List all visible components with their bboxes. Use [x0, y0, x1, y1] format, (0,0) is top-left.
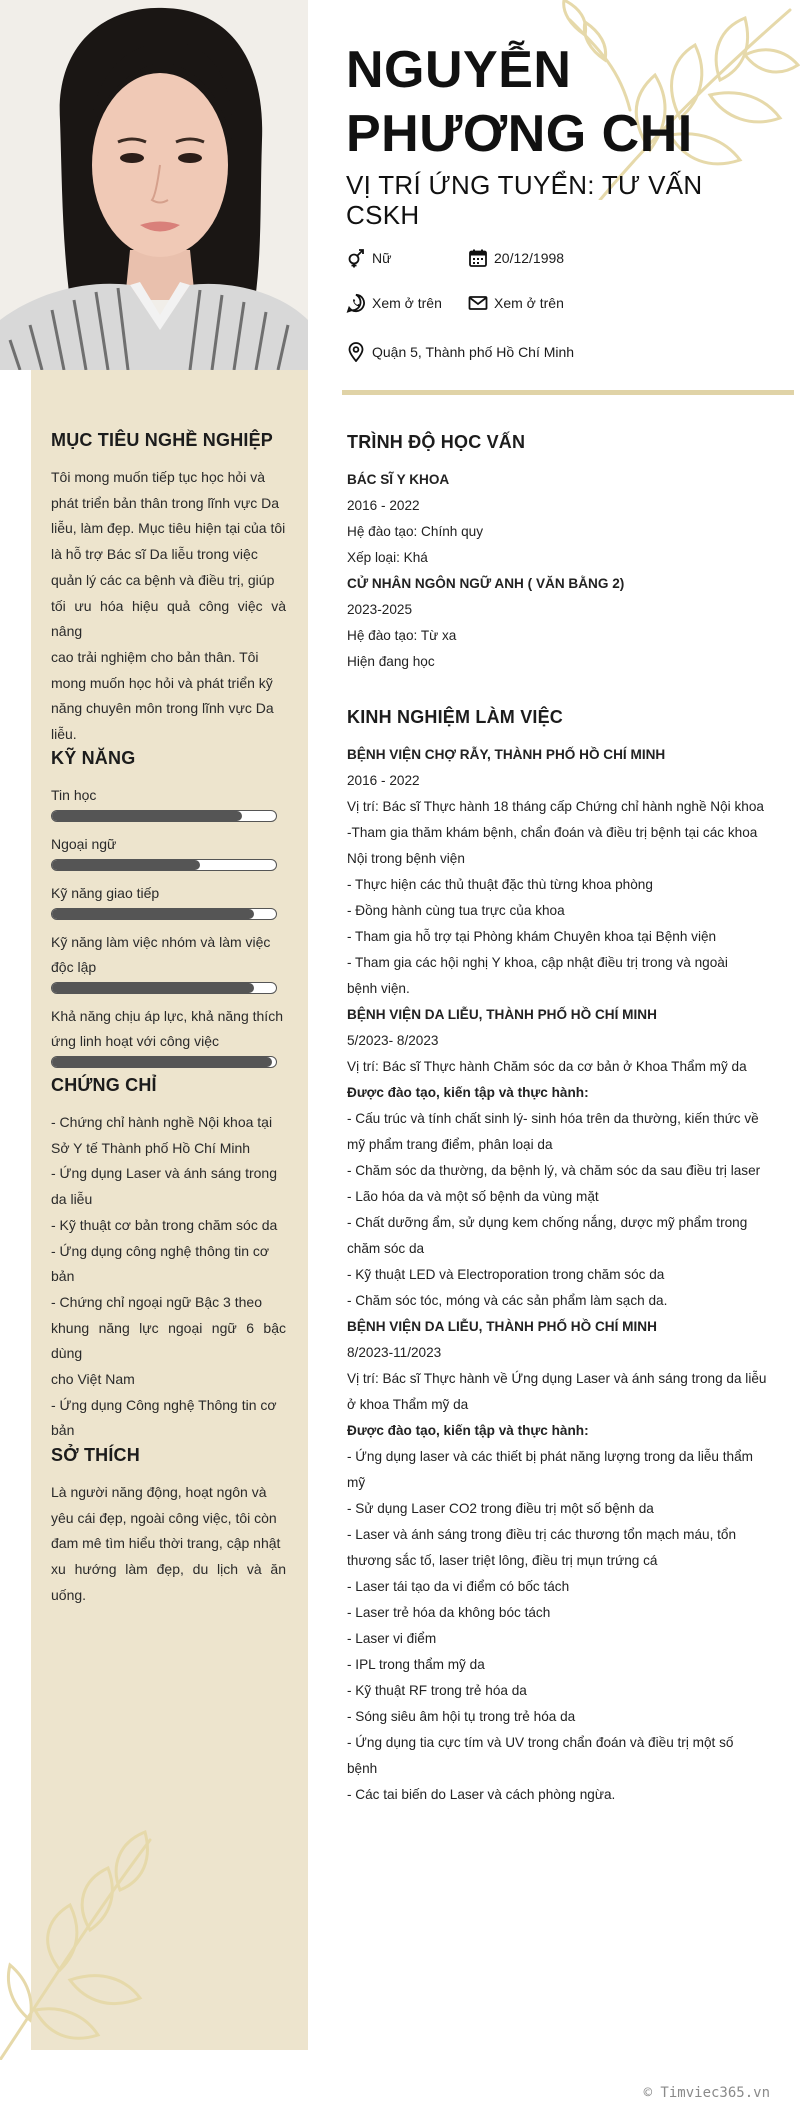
objective-section: [51, 430, 286, 748]
skill-label: Kỹ năng làm việc nhóm và làm việc: [51, 934, 271, 950]
text-line: CỬ NHÂN NGÔN NGỮ ANH ( VĂN BẰNG 2): [347, 576, 625, 591]
text-line: xu hướng làm đẹp, du lịch và ăn uống.: [51, 1561, 286, 1603]
text-line: - Tham gia hỗ trợ tại Phòng khám Chuyên khoa tại Bệnh viện: [347, 929, 717, 944]
text-line: - Laser và ánh sáng trong điều trị các thương tổn mạch máu, tổn: [347, 1527, 737, 1542]
text-line: bản: [51, 1422, 75, 1439]
text-line: khung năng lực ngoại ngữ 6 bậc dùng: [51, 1319, 286, 1362]
skills-section: [51, 748, 286, 1078]
experience-section: [347, 707, 772, 1808]
text-line: 2016 - 2022: [347, 498, 420, 513]
text-line: - Laser vi điểm: [347, 1631, 437, 1646]
skill-label: Tin học: [51, 787, 97, 803]
education-list: [347, 467, 772, 675]
objective-heading: MỤC TIÊU NGHỀ NGHIỆP: [51, 430, 274, 450]
profile-photo: [0, 0, 308, 370]
text-line: 5/2023- 8/2023: [347, 1033, 439, 1048]
gender-value: Nữ: [372, 250, 392, 266]
text-line: - Lão hóa da và một số bệnh da vùng mặt: [347, 1189, 599, 1204]
skill-bar: [51, 1056, 277, 1068]
email-value: Xem ở trên: [494, 295, 564, 311]
text-line: yêu cái đẹp, ngoài công việc, tôi còn: [51, 1509, 277, 1526]
name-line-2: PHƯƠNG CHI: [346, 105, 693, 163]
text-line: Là người năng động, hoạt ngôn và: [51, 1484, 267, 1500]
text-line: BÁC SĨ Y KHOA: [347, 472, 450, 487]
text-line: Được đào tạo, kiến tập và thực hành:: [347, 1085, 589, 1100]
text-line: chăm sóc da: [347, 1241, 425, 1256]
text-line: đam mê tìm hiểu thời trang, cập nhật: [51, 1535, 281, 1552]
skill-label: ứng linh hoạt với công việc: [51, 1033, 219, 1049]
text-line: -Tham gia thăm khám bệnh, chẩn đoán và điều trị bệnh tại các khoa: [347, 825, 758, 840]
skill-label: độc lập: [51, 959, 97, 975]
text-line: - Các tai biến do Laser và cách phòng ngừa.: [347, 1787, 616, 1802]
certificates-list: [51, 1110, 286, 1444]
text-line: ở khoa Thẩm mỹ da: [347, 1397, 469, 1412]
email-icon: [468, 293, 488, 313]
text-line: - Sử dụng Laser CO2 trong điều trị một số bệnh da: [347, 1501, 654, 1516]
text-line: là hỗ trợ Bác sĩ Da liễu trong việc: [51, 546, 258, 563]
name-line-1: NGUYỄN: [346, 41, 572, 99]
text-line: cho Việt Nam: [51, 1371, 135, 1388]
text-line: - Ứng dụng công nghệ thông tin cơ: [51, 1242, 270, 1259]
text-line: Vị trí: Bác sĩ Thực hành về Ứng dụng Laser và ánh sáng trong da liễu: [347, 1371, 767, 1386]
skill-label: Khả năng chịu áp lực, khả năng thích: [51, 1008, 283, 1024]
gender-info: [346, 248, 391, 268]
skill-bar-fill: [52, 860, 200, 870]
text-line: mong muốn học hỏi và phát triển kỹ: [51, 674, 273, 691]
text-line: - Ứng dụng Công nghệ Thông tin cơ: [51, 1396, 277, 1413]
text-line: mỹ: [347, 1475, 366, 1490]
skill-bar-fill: [52, 811, 242, 821]
skill-bar: [51, 908, 277, 920]
address-info: [346, 342, 574, 362]
text-line: - Chăm sóc tóc, móng và các sản phẩm làm sạch da.: [347, 1293, 668, 1308]
text-line: da liễu: [51, 1191, 93, 1208]
skill-bar: [51, 859, 277, 871]
experience-list: [347, 742, 772, 1808]
text-line: Sở Y tế Thành phố Hồ Chí Minh: [51, 1139, 251, 1156]
text-line: - Thực hiện các thủ thuật đặc thù từng khoa phòng: [347, 877, 653, 892]
text-line: - Ứng dụng Laser và ánh sáng trong: [51, 1165, 277, 1182]
text-line: Hệ đào tạo: Chính quy: [347, 524, 484, 539]
text-line: bản: [51, 1268, 75, 1285]
calendar-icon: [468, 248, 488, 268]
text-line: BỆNH VIỆN CHỢ RẪY, THÀNH PHỐ HỒ CHÍ MINH: [347, 747, 666, 762]
birthdate-info: [468, 248, 564, 268]
skill-item: [51, 930, 286, 994]
text-line: 8/2023-11/2023: [347, 1345, 442, 1360]
skill-label: Ngoại ngữ: [51, 836, 117, 852]
text-line: thương sắc tố, laser triệt lông, điều trị mụn trứng cá: [347, 1553, 658, 1568]
position-line-1: VỊ TRÍ ỨNG TUYỂN: TƯ VẤN: [346, 170, 703, 200]
text-line: - Ứng dụng tia cực tím và UV trong chẩn đoán và điều trị một số: [347, 1735, 734, 1750]
skill-item: [51, 783, 286, 822]
text-line: quản lý các ca bệnh và điều trị, giúp: [51, 571, 275, 588]
text-line: BỆNH VIỆN DA LIỄU, THÀNH PHỐ HỒ CHÍ MINH: [347, 1007, 657, 1022]
skill-label: Kỹ năng giao tiếp: [51, 885, 160, 901]
objective-text: [51, 465, 286, 748]
text-line: - Laser trẻ hóa da không bóc tách: [347, 1605, 551, 1620]
text-line: - Tham gia các hội nghị Y khoa, cập nhật điều trị trong và ngoài: [347, 955, 728, 970]
text-line: - Chất dưỡng ẩm, sử dụng kem chống nắng, dược mỹ phẩm trong: [347, 1215, 748, 1230]
candidate-name: [346, 38, 766, 166]
text-line: mỹ phẩm trang điểm, phân loại da: [347, 1137, 553, 1152]
text-line: liễu.: [51, 726, 77, 743]
phone-value: Xem ở trên: [372, 295, 442, 311]
watermark: © Timviec365.vn: [643, 2085, 770, 2101]
text-line: Hiện đang học: [347, 654, 435, 669]
text-line: cao trải nghiệm cho bản thân. Tôi: [51, 648, 259, 665]
text-line: Xếp loại: Khá: [347, 550, 428, 565]
text-line: - IPL trong thẩm mỹ da: [347, 1657, 485, 1672]
text-line: Nội trong bệnh viện: [347, 851, 465, 866]
phone-info: [346, 293, 442, 313]
gender-icon: [346, 248, 366, 268]
hobbies-text: [51, 1480, 286, 1609]
email-info: [468, 293, 564, 313]
header-divider: [342, 390, 794, 395]
skill-bar-fill: [52, 1057, 272, 1067]
hobbies-heading: SỞ THÍCH: [51, 1445, 140, 1465]
text-line: - Kỹ thuật cơ bản trong chăm sóc da: [51, 1216, 278, 1233]
text-line: - Sóng siêu âm hội tụ trong trẻ hóa da: [347, 1709, 576, 1724]
text-line: Tôi mong muốn tiếp tục học hỏi và: [51, 469, 266, 485]
hobbies-section: [51, 1445, 286, 1609]
text-line: tối ưu hóa hiệu quả công việc và nâng: [51, 597, 286, 640]
text-line: - Kỹ thuật RF trong trẻ hóa da: [347, 1683, 527, 1698]
text-line: Được đào tạo, kiến tập và thực hành:: [347, 1423, 589, 1438]
education-section: [347, 432, 772, 675]
text-line: - Chăm sóc da thường, da bệnh lý, và chăm sóc da sau điều trị laser: [347, 1163, 761, 1178]
text-line: - Chứng chỉ ngoại ngữ Bậc 3 theo: [51, 1293, 262, 1310]
certificates-heading: CHỨNG CHỈ: [51, 1075, 157, 1095]
text-line: năng chuyên môn trong lĩnh vực Da: [51, 700, 274, 717]
applied-position: [346, 170, 766, 230]
education-heading: TRÌNH ĐỘ HỌC VẤN: [347, 432, 526, 452]
skills-heading: KỸ NĂNG: [51, 748, 136, 768]
skill-bar: [51, 810, 277, 822]
skill-item: [51, 832, 286, 871]
text-line: - Ứng dụng laser và các thiết bị phát năng lượng trong da liễu thẩm: [347, 1449, 753, 1464]
skill-bar: [51, 982, 277, 994]
leaf-decoration-bottom: [0, 1820, 160, 2060]
experience-heading: KINH NGHIỆM LÀM VIỆC: [347, 707, 564, 727]
certificates-section: [51, 1075, 286, 1444]
text-line: phát triển bản thân trong lĩnh vực Da: [51, 494, 280, 511]
text-line: Vị trí: Bác sĩ Thực hành 18 tháng cấp Chứng chỉ hành nghề Nội khoa: [347, 799, 764, 814]
position-line-2: CSKH: [346, 200, 420, 230]
text-line: - Kỹ thuật LED và Electroporation trong chăm sóc da: [347, 1267, 665, 1282]
address-value: Quận 5, Thành phố Hồ Chí Minh: [372, 344, 575, 360]
location-icon: [346, 342, 366, 362]
text-line: - Đồng hành cùng tua trực của khoa: [347, 903, 565, 918]
text-line: - Laser tái tạo da vi điểm có bốc tách: [347, 1579, 570, 1594]
text-line: Hệ đào tạo: Từ xa: [347, 628, 457, 643]
text-line: BỆNH VIỆN DA LIỄU, THÀNH PHỐ HỒ CHÍ MINH: [347, 1319, 657, 1334]
skill-item: [51, 1004, 286, 1068]
text-line: 2023-2025: [347, 602, 413, 617]
skill-bar-fill: [52, 983, 254, 993]
text-line: 2016 - 2022: [347, 773, 420, 788]
text-line: liễu, làm đẹp. Mục tiêu hiện tại của tôi: [51, 520, 286, 537]
text-line: - Chứng chỉ hành nghề Nội khoa tại: [51, 1114, 273, 1130]
text-line: Vị trí: Bác sĩ Thực hành Chăm sóc da cơ bản ở Khoa Thẩm mỹ da: [347, 1059, 747, 1074]
text-line: bệnh: [347, 1761, 378, 1776]
skill-item: [51, 881, 286, 920]
birthdate-value: 20/12/1998: [494, 250, 565, 266]
skill-bar-fill: [52, 909, 254, 919]
skills-list: [51, 783, 286, 1068]
text-line: bệnh viện.: [347, 981, 410, 996]
text-line: - Cấu trúc và tính chất sinh lý- sinh hóa trên da thường, kiến thức về: [347, 1111, 759, 1126]
phone-icon: [346, 293, 366, 313]
